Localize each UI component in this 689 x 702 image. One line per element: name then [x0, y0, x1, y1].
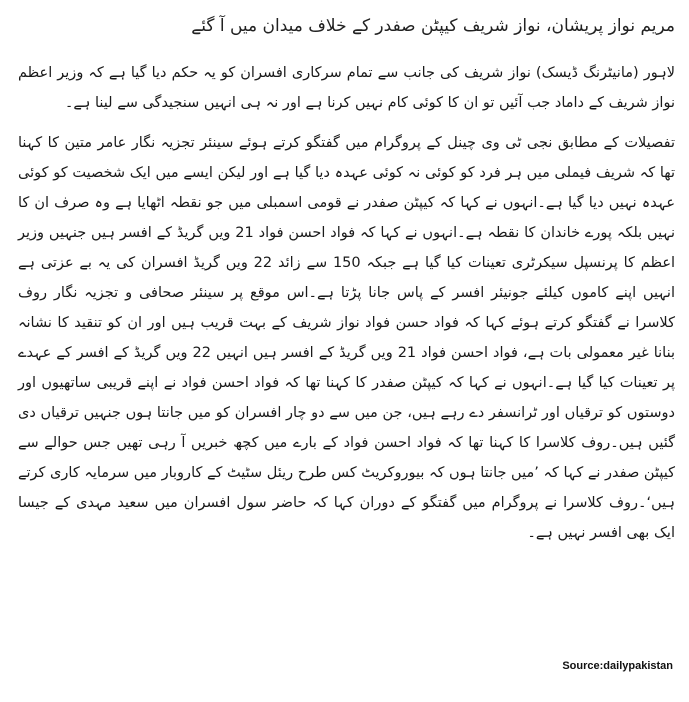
article: [18, 14, 675, 558]
article-paragraph-body: تفصیلات کے مطابق نجی ٹی وی چینل کے پروگرام میں گفتگو کرتے ہوئے سینئر تجزیہ نگار عامر متین کا کہنا تھا کہ شریف فیملی میں ہر فرد کو کوئی نہ کوئی عہدہ دیا گیا ہے اور لیکن ایسے میں ایک شخصیت کو کوئی عہدہ نہیں دیا گیا ہے۔انہوں نے کہا کہ کیپٹن صفدر نے قومی اسمبلی میں جو نقطہ اٹھایا ہے وہ صرف ان کا نہیں بلکہ پورے خاندان کا نقطہ ہے۔انہوں نے کہا کہ فواد احسن فواد 21 ویں گریڈ کے افسر ہیں جنہیں وزیر اعظم کا پرنسپل سیکرٹری تعینات کیا گیا ہے جبکہ 150 سے زائد 22 ویں گریڈ افسران کی یہ بے عزتی ہے انہیں اپنے کاموں کیلئے جونیئر افسر کے پاس جانا پڑتا ہے۔اس موقع پر سینئر صحافی و تجزیہ نگار روف کلاسرا نے گفتگو کرتے ہوئے کہا کہ فواد حسن فواد نواز شریف کے بہت قریب ہیں اور ان کو تنقید کا نشانہ بنانا غیر معمولی بات ہے، فواد احسن فواد 21 ویں گریڈ کے افسر ہیں انہیں 22 ویں گریڈ کے افسر کے عہدے پر تعینات کیا گیا ہے۔انہوں نے کہا کہ کیپٹن صفدر کا کہنا تھا کہ فواد احسن فواد نے اپنے قریبی ساتھیوں اور دوستوں کو ترقیاں اور ٹرانسفر دے رہے ہیں، جن میں سے دو چار افسران کو میں جانتا ہوں جنہیں ترقیاں دی گئیں ہیں۔روف کلاسرا کا کہنا تھا کہ فواد احسن فواد کے بارے میں کچھ خبریں آ رہی تھیں جس حوالے سے کیپٹن صفدر نے کہا کہ ’میں جانتا ہوں کہ بیوروکریٹ کس طرح ریئل سٹیٹ کے کاروبار میں سرمایہ کاری کرتے ہیں‘۔روف کلاسرا نے پروگرام میں گفتگو کے دوران کہا کہ حاضر سول افسران میں سعید مہدی کے جیسا ایک بھی افسر نہیں ہے۔: [18, 135, 676, 541]
article-headline: مریم نواز پریشان، نواز شریف کیپٹن صفدر کے خلاف میدان میں آ گئے: [191, 16, 675, 36]
source-credit: Source:dailypakistan: [562, 660, 673, 672]
article-paragraph-intro: لاہور (مانیٹرنگ ڈیسک) نواز شریف کی جانب سے تمام سرکاری افسران کو یہ حکم دیا گیا ہے کہ وزیر اعظم نواز شریف کے داماد جب آئیں تو ان کا کوئی کام نہیں کرنا ہے اور نہ ہی انہیں سنجیدگی سے لینا ہے۔: [18, 65, 675, 111]
